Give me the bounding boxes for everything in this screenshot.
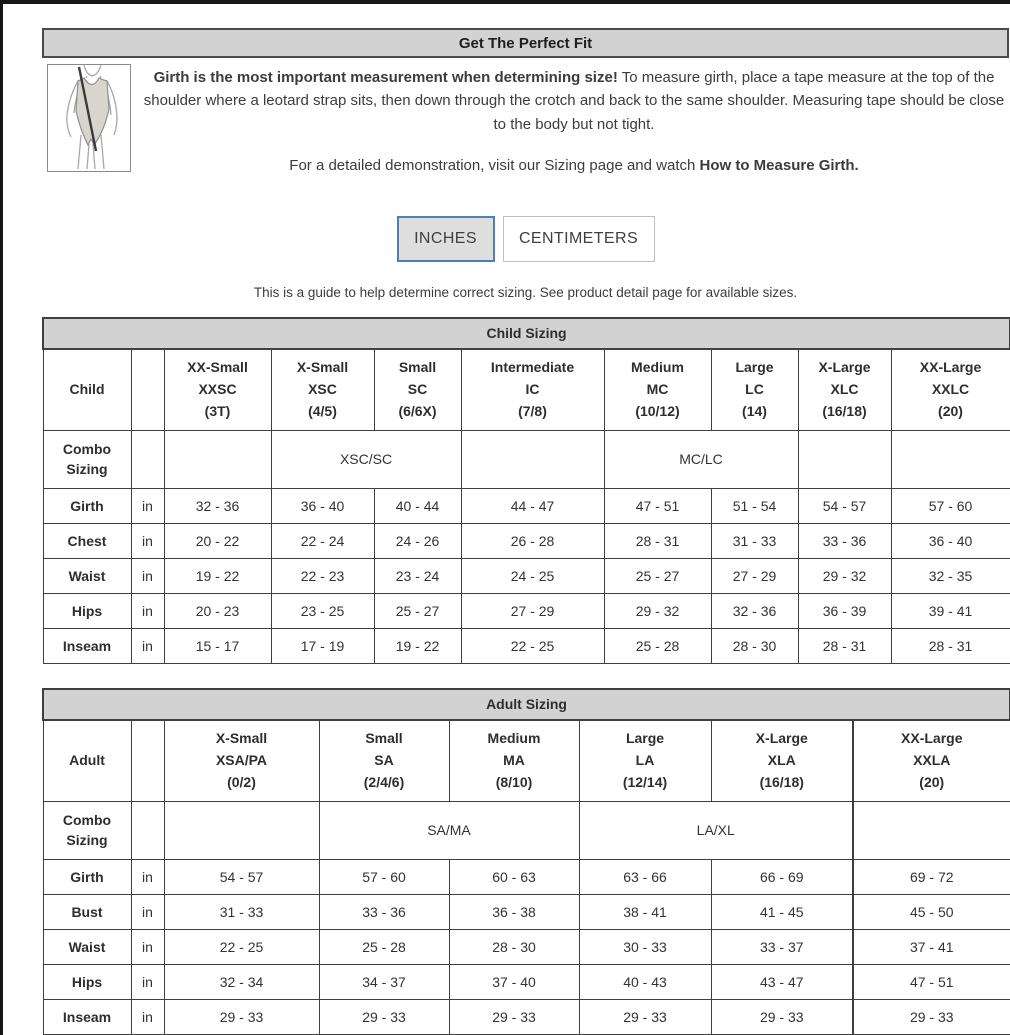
measurement-unit: in [131,523,164,558]
adult-sizing-row-bust [43,894,1010,929]
measurement-value: 47 - 51 [853,964,1010,999]
size-range: (0/2) [227,773,256,790]
size-code: XXLA [913,751,951,768]
size-range: (8/10) [495,773,533,790]
measurement-value: 29 - 33 [164,999,319,1034]
intro-text [131,64,1009,174]
adult-sizing-group-label: Adult [43,720,131,802]
size-code: SA [374,751,394,768]
measurement-value: 23 - 24 [374,558,461,593]
content [42,28,1009,1035]
measurement-unit: in [131,558,164,593]
measurement-value: 39 - 41 [891,593,1010,628]
measurement-value: 38 - 41 [579,894,711,929]
measurement-value: 57 - 60 [891,488,1010,523]
child-sizing-combo-cell-1: XSC/SC [271,430,461,488]
measurement-value: 32 - 35 [891,558,1010,593]
measurement-value: 45 - 50 [853,894,1010,929]
adult-sizing-row-waist [43,929,1010,964]
measurement-value: 63 - 66 [579,859,711,894]
intro-section [42,64,1009,174]
child-sizing-col-small [374,349,461,431]
page-title: Get The Perfect Fit [42,28,1009,58]
child-sizing-combo-cell-0 [164,430,271,488]
girth-instructions [143,66,1005,136]
size-name: Large [625,730,665,747]
unit-toggle [42,216,1009,262]
measurement-label: Girth [43,488,131,523]
measurement-value: 22 - 24 [271,523,374,558]
girth-measurement-figure [47,64,131,172]
measurement-value: 32 - 34 [164,964,319,999]
size-name: X-Large [755,730,808,747]
measurement-unit: in [131,593,164,628]
adult-sizing-combo-cell-0 [164,801,319,859]
measurement-value: 20 - 23 [164,593,271,628]
measurement-unit: in [131,964,164,999]
measurement-value: 24 - 26 [374,523,461,558]
demo-line [143,157,1005,174]
measurement-value: 47 - 51 [604,488,711,523]
measurement-label: Chest [43,523,131,558]
adult-sizing-table [42,688,1010,1035]
child-sizing-combo-cell-5 [891,430,1010,488]
child-sizing-row-hips [43,593,1010,628]
size-name: Medium [487,730,541,747]
measurement-label: Bust [43,894,131,929]
measurement-value: 40 - 44 [374,488,461,523]
size-code: XLA [767,751,796,768]
measurement-label: Inseam [43,999,131,1034]
measurement-value: 15 - 17 [164,628,271,663]
size-code: MC [646,380,669,397]
adult-sizing-title-row [43,689,1010,720]
size-range: (6/6X) [398,402,437,419]
measurement-label: Girth [43,859,131,894]
child-sizing-col-intermediate [461,349,604,431]
demo-bold: How to Measure Girth. [699,156,859,174]
measurement-value: 34 - 37 [319,964,449,999]
size-name: Intermediate [490,359,575,376]
measurement-value: 33 - 37 [711,929,853,964]
measurement-value: 29 - 33 [449,999,579,1034]
size-range: (2/4/6) [363,773,405,790]
size-range: (16/18) [759,773,804,790]
measurement-value: 28 - 30 [711,628,798,663]
size-code: LC [745,380,764,397]
adult-sizing-combo-unit [131,801,164,859]
size-name: XX-Large [919,359,982,376]
child-sizing-unit-header [131,349,164,431]
child-sizing-header-row [43,349,1010,431]
girth-instructions-bold: Girth is the most important measurement when determining size! [153,69,618,86]
child-sizing-col-x-large [798,349,891,431]
child-sizing-col-xx-small [164,349,271,431]
measurement-value: 36 - 38 [449,894,579,929]
measurement-value: 25 - 27 [374,593,461,628]
measurement-unit: in [131,929,164,964]
measurement-value: 30 - 33 [579,929,711,964]
size-name: XX-Small [187,359,248,376]
size-range: (10/12) [635,402,680,419]
measurement-value: 51 - 54 [711,488,798,523]
size-code: MA [503,751,525,768]
child-sizing-combo-label: Combo Sizing [43,430,131,488]
size-range: (12/14) [622,773,668,790]
measurement-unit: in [131,999,164,1034]
child-sizing-col-large [711,349,798,431]
adult-sizing-row-girth [43,859,1010,894]
measurement-unit: in [131,894,164,929]
size-range: (16/18) [822,402,867,419]
adult-sizing-row-inseam [43,999,1010,1034]
child-sizing-group-label: Child [43,349,131,431]
measurement-value: 27 - 29 [461,593,604,628]
girth-instructions-rest: To measure girth, place a tape measure at the top of the shoulder where a leotard strap sits, then down through the crotch and back to the same shoulder. Measuring tape should be close to the body but not tight. [143,69,1005,133]
child-sizing-row-girth [43,488,1010,523]
measurement-value: 23 - 25 [271,593,374,628]
measurement-value: 20 - 22 [164,523,271,558]
measurement-value: 24 - 25 [461,558,604,593]
adult-sizing-col-x-small [164,720,319,802]
measurement-value: 29 - 33 [319,999,449,1034]
measurement-value: 31 - 33 [164,894,319,929]
measurement-unit: in [131,628,164,663]
measurement-value: 25 - 28 [319,929,449,964]
adult-sizing-row-hips [43,964,1010,999]
measurement-value: 33 - 36 [319,894,449,929]
adult-sizing-combo-cell-3 [853,801,1010,859]
measurement-value: 32 - 36 [711,593,798,628]
measurement-value: 54 - 57 [798,488,891,523]
measurement-label: Waist [43,929,131,964]
measurement-value: 33 - 36 [798,523,891,558]
size-name: Large [735,359,774,376]
measurement-value: 32 - 36 [164,488,271,523]
measurement-value: 36 - 39 [798,593,891,628]
adult-sizing-combo-label: Combo Sizing [43,801,131,859]
size-name: Small [365,730,403,747]
measurement-value: 31 - 33 [711,523,798,558]
size-range: (7/8) [518,402,547,419]
child-sizing-row-chest [43,523,1010,558]
size-code: IC [525,380,540,397]
measurement-value: 19 - 22 [164,558,271,593]
adult-sizing-col-small [319,720,449,802]
adult-sizing-combo-cell-2: LA/XL [579,801,853,859]
measurement-value: 29 - 32 [798,558,891,593]
measurement-value: 29 - 33 [853,999,1010,1034]
size-range: (20) [919,773,945,790]
measurement-value: 22 - 25 [164,929,319,964]
child-sizing-table [42,317,1010,664]
measurement-value: 37 - 41 [853,929,1010,964]
measurement-value: 57 - 60 [319,859,449,894]
child-sizing-combo-cell-4 [798,430,891,488]
child-sizing-combo-cell-3: MC/LC [604,430,798,488]
size-name: X-Large [818,359,871,376]
child-sizing-col-medium [604,349,711,431]
measurement-value: 40 - 43 [579,964,711,999]
measurement-value: 28 - 31 [891,628,1010,663]
size-code: XXSC [198,380,237,397]
size-code: XLC [830,380,859,397]
size-code: XSC [308,380,337,397]
measurement-value: 36 - 40 [271,488,374,523]
child-sizing-row-waist [43,558,1010,593]
child-sizing-title-row [43,318,1010,349]
measurement-unit: in [131,488,164,523]
size-code: LA [635,751,655,768]
size-code: SC [407,380,428,397]
child-sizing-combo-unit [131,430,164,488]
adult-sizing-col-x-large [711,720,853,802]
measurement-value: 22 - 25 [461,628,604,663]
adult-sizing-col-medium [449,720,579,802]
child-sizing-combo-cell-2 [461,430,604,488]
measurement-value: 28 - 31 [604,523,711,558]
measurement-value: 69 - 72 [853,859,1010,894]
child-sizing-title: Child Sizing [43,318,1010,349]
guide-note: This is a guide to help determine correct sizing. See product detail page for available sizes. [253,284,798,300]
adult-sizing-header-row [43,720,1010,802]
measurement-value: 25 - 28 [604,628,711,663]
size-name: Small [398,359,437,376]
measurement-value: 28 - 30 [449,929,579,964]
adult-sizing-col-large [579,720,711,802]
centimeters-button[interactable]: CENTIMETERS [503,216,655,262]
size-range: (3T) [204,402,231,419]
measurement-label: Hips [43,964,131,999]
measurement-value: 19 - 22 [374,628,461,663]
inches-button[interactable]: INCHES [397,216,495,262]
size-range: (20) [938,402,963,419]
measurement-value: 43 - 47 [711,964,853,999]
demo-prefix: For a detailed demonstration, visit our Sizing page and watch [289,156,700,174]
measurement-label: Hips [43,593,131,628]
size-name: X-Small [215,730,268,747]
measurement-value: 29 - 33 [711,999,853,1034]
child-sizing-row-inseam [43,628,1010,663]
measurement-value: 44 - 47 [461,488,604,523]
size-name: Medium [631,359,684,376]
measurement-value: 25 - 27 [604,558,711,593]
size-code: XSA/PA [215,751,268,768]
size-code: XXLC [931,380,970,397]
measurement-label: Waist [43,558,131,593]
size-name: X-Small [296,359,349,376]
child-sizing-combo-row [43,430,1010,488]
measurement-value: 27 - 29 [711,558,798,593]
size-range: (4/5) [308,402,337,419]
measurement-value: 54 - 57 [164,859,319,894]
measurement-value: 29 - 32 [604,593,711,628]
child-sizing-col-x-small [271,349,374,431]
adult-sizing-unit-header [131,720,164,802]
measurement-value: 36 - 40 [891,523,1010,558]
measurement-label: Inseam [43,628,131,663]
measurement-value: 66 - 69 [711,859,853,894]
adult-sizing-col-xx-large [853,720,1010,802]
child-sizing-col-xx-large [891,349,1010,431]
size-range: (14) [742,402,767,419]
size-name: XX-Large [901,730,963,747]
measurement-value: 41 - 45 [711,894,853,929]
measurement-value: 17 - 19 [271,628,374,663]
adult-sizing-combo-cell-1: SA/MA [319,801,579,859]
adult-sizing-combo-row [43,801,1010,859]
measurement-unit: in [131,859,164,894]
measurement-value: 22 - 23 [271,558,374,593]
leotard-figure-icon [48,65,128,169]
measurement-value: 29 - 33 [579,999,711,1034]
measurement-value: 26 - 28 [461,523,604,558]
adult-sizing-title: Adult Sizing [43,689,1010,720]
measurement-value: 60 - 63 [449,859,579,894]
measurement-value: 28 - 31 [798,628,891,663]
measurement-value: 37 - 40 [449,964,579,999]
